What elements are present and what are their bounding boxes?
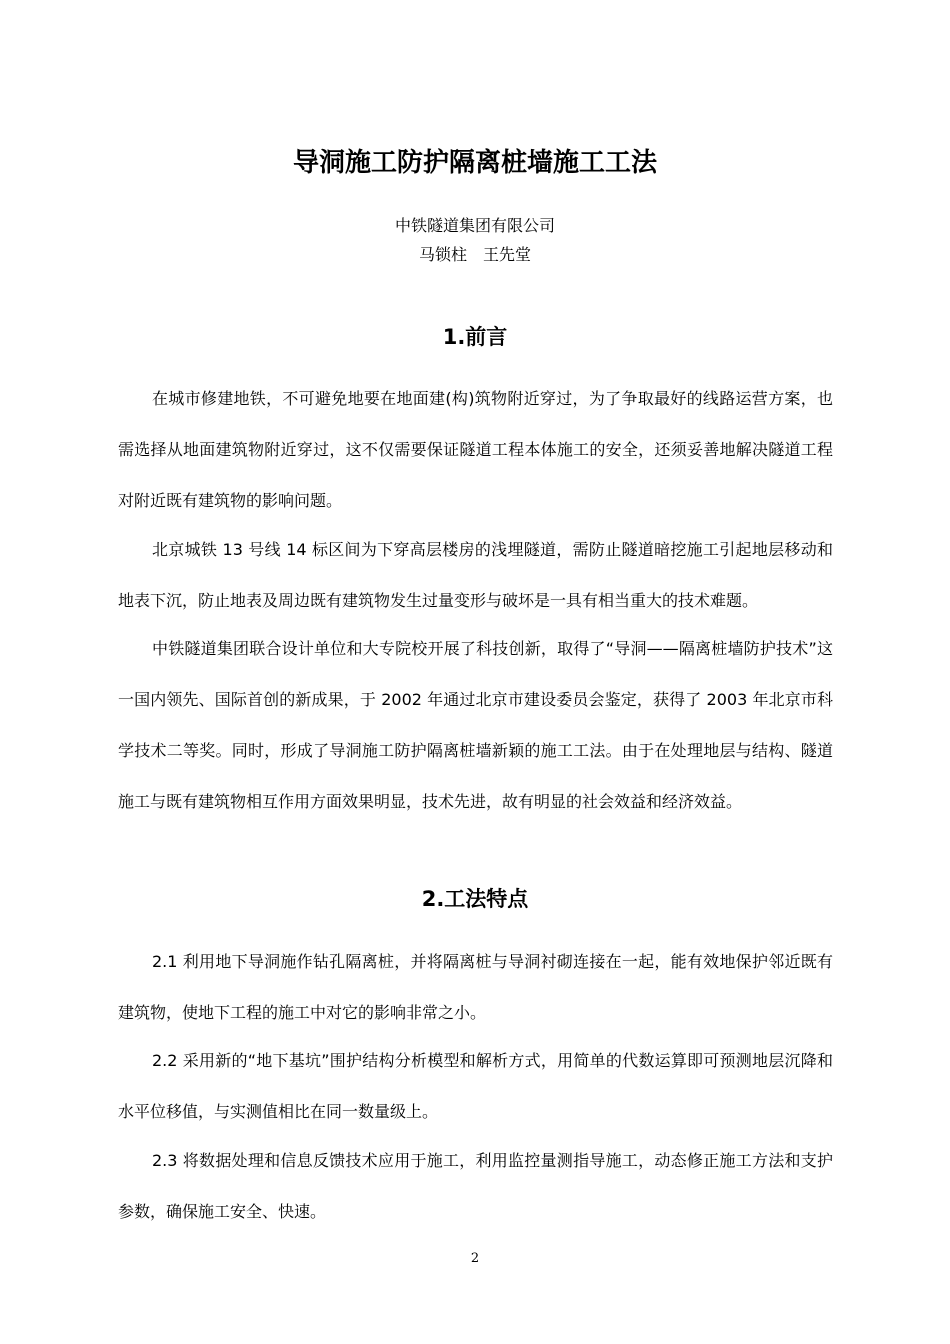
section-heading-preface: 1.前言 xyxy=(442,325,508,349)
paragraph: 2.2 采用新的“地下基坑”围护结构分析模型和解析方式，用简单的代数运算即可预测地层沉降和水平位移值，与实测值相比在同一数量级上。 xyxy=(118,1051,833,1121)
document-title: 导洞施工防护隔离桩墙施工工法 xyxy=(292,148,657,178)
paragraph: 北京城铁 13 号线 14 标区间为下穿高层楼房的浅埋隧道，需防止隧道暗挖施工引起地层移动和地表下沉，防止地表及周边既有建筑物发生过量变形与破坏是一具有相当重大的技术难题。 xyxy=(118,540,833,610)
paragraph: 2.1 利用地下导洞施作钻孔隔离桩，并将隔离桩与导洞衬砌连接在一起，能有效地保护邻近既有建筑物，使地下工程的施工中对它的影响非常之小。 xyxy=(118,952,833,1022)
paragraph: 中铁隧道集团联合设计单位和大专院校开展了科技创新，取得了“导洞——隔离桩墙防护技术”这一国内领先、国际首创的新成果，于 2002 年通过北京市建设委员会鉴定，获得了 2003 年北京市科学技术二等奖。同时，形成了导洞施工防护隔离桩墙新颖的施工工法。由于在处理地层与结构、隧道施工与既有建筑物相互作用方面效果明显，技术先进，故有明显的社会效益和经济效益。 xyxy=(118,639,833,811)
paragraph: 在城市修建地铁，不可避免地要在地面建(构)筑物附近穿过，为了争取最好的线路运营方案，也需选择从地面建筑物附近穿过，这不仅需要保证隧道工程本体施工的安全，还须妥善地解决隧道工程对附近既有建筑物的影响问题。 xyxy=(118,389,833,510)
organization-name: 中铁隧道集团有限公司 xyxy=(394,216,555,235)
page-number: 2 xyxy=(470,1251,480,1266)
section-heading-features: 2.工法特点 xyxy=(421,887,529,911)
paragraph: 2.3 将数据处理和信息反馈技术应用于施工，利用监控量测指导施工，动态修正施工方法和支护参数，确保施工安全、快速。 xyxy=(118,1151,833,1221)
author-names: 马锁柱 王先堂 xyxy=(418,245,531,264)
